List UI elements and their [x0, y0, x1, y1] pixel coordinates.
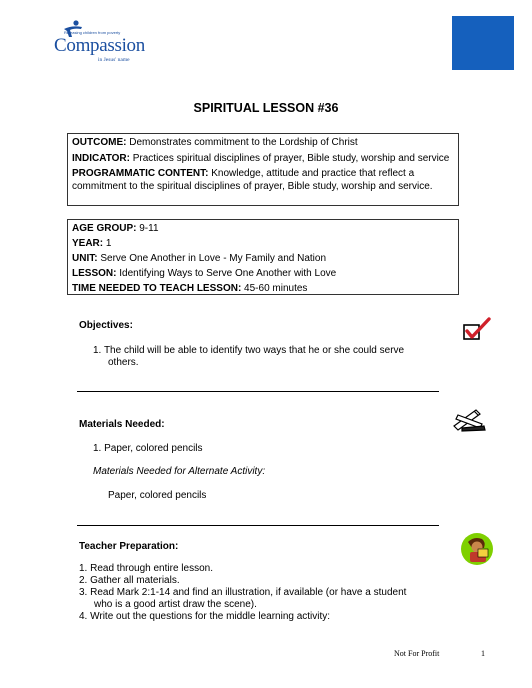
unit-line	[72, 253, 454, 266]
year-line	[72, 238, 454, 251]
time-label: TIME NEEDED TO TEACH LESSON:	[72, 282, 242, 294]
time-line	[72, 283, 454, 296]
logo-brand: Compassion	[54, 35, 145, 56]
prep-item: 2. Gather all materials.	[79, 575, 180, 586]
section-divider	[77, 391, 439, 392]
year-label: YEAR:	[72, 237, 104, 249]
unit-label: UNIT:	[72, 252, 98, 264]
outcome-box	[67, 133, 459, 206]
indicator-label: INDICATOR:	[72, 152, 130, 164]
outcome-label: OUTCOME:	[72, 137, 127, 148]
materials-item: 1. Paper, colored pencils	[93, 443, 203, 454]
prep-item-continued: who is a good artist draw the scene).	[94, 599, 257, 610]
year-text: 1	[103, 237, 112, 249]
lesson-text: Identifying Ways to Serve One Another with Love	[116, 267, 337, 279]
time-text: 45-60 minutes	[241, 282, 308, 294]
alt-materials-item: Paper, colored pencils	[108, 490, 207, 501]
age-line	[72, 223, 454, 236]
prep-item: 4. Write out the questions for the middle learning activity:	[79, 611, 331, 622]
age-text: 9-11	[136, 223, 159, 234]
indicator-text: Practices spiritual disciplines of prayer, Bible study, worship and service	[129, 152, 450, 164]
objective-item-line2: others.	[108, 357, 139, 368]
prep-item: 3. Read Mark 2:1-14 and find an illustration, if available (or have a student	[79, 587, 407, 598]
unit-text: Serve One Another in Love - My Family and Nation	[97, 252, 327, 264]
alt-materials-heading: Materials Needed for Alternate Activity:	[93, 466, 266, 477]
indicator-line	[72, 153, 454, 166]
outcome-line	[72, 137, 454, 150]
lesson-label: LESSON:	[72, 267, 117, 279]
lesson-info-box	[67, 219, 459, 295]
objective-item-line1: 1. The child will be able to identify two ways that he or she could serve	[93, 345, 405, 356]
compassion-logo	[52, 20, 164, 72]
blue-square-graphic	[452, 16, 514, 70]
page-title: SPIRITUAL LESSON #36	[193, 101, 339, 115]
section-divider	[77, 525, 439, 526]
age-label: AGE GROUP:	[72, 223, 137, 234]
content-label: PROGRAMMATIC CONTENT:	[72, 168, 209, 180]
content-text: Knowledge, attitude and practice that reflect a commitment to the spiritual disciplines of prayer, Bible study, worship and service.	[72, 168, 433, 192]
footer-label: Not For Profit	[394, 649, 440, 658]
materials-heading: Materials Needed:	[79, 419, 165, 430]
content-line	[72, 168, 454, 193]
lesson-line	[72, 268, 454, 281]
logo-tagline-bottom: in Jesus' name	[98, 57, 130, 63]
objectives-heading: Objectives:	[79, 320, 133, 331]
page-number: 1	[481, 649, 485, 658]
prep-heading: Teacher Preparation:	[79, 541, 179, 552]
outcome-text: Demonstrates commitment to the Lordship of Christ	[126, 137, 358, 148]
reading-child-icon	[460, 532, 494, 566]
prep-item: 1. Read through entire lesson.	[79, 563, 213, 574]
logo-tagline-top: Releasing children from poverty	[64, 30, 121, 35]
pencils-icon	[452, 406, 488, 432]
checkbox-check-icon	[462, 316, 492, 342]
